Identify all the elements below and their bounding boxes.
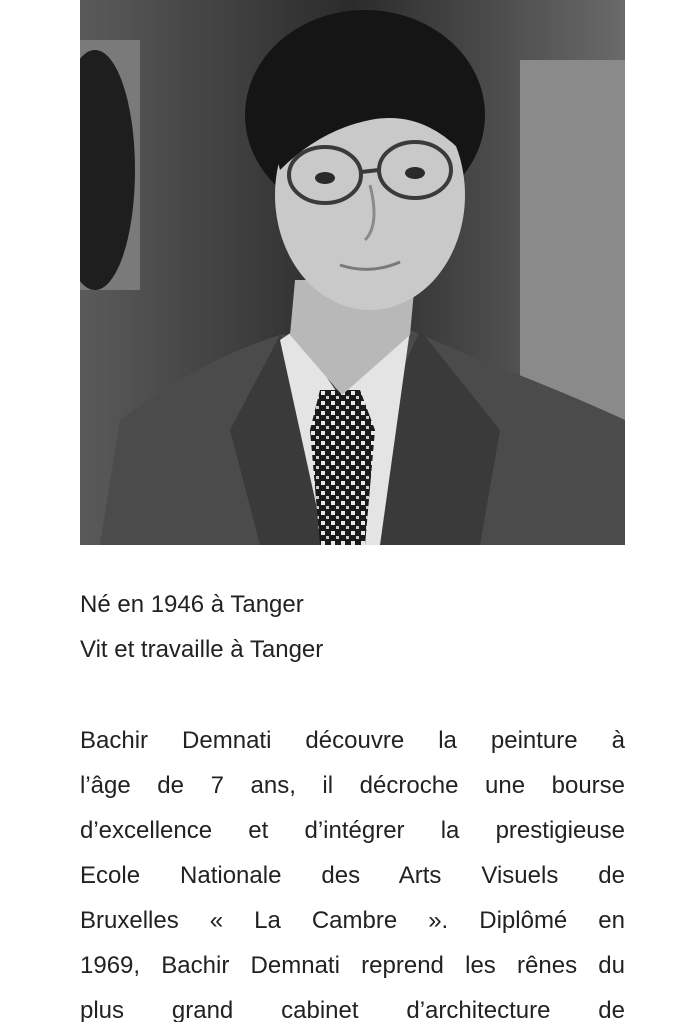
paragraph-line: l’âge de 7 ans, il décroche une bourse xyxy=(80,772,625,799)
portrait-image xyxy=(80,0,625,545)
residence-info: Vit et travaille à Tanger xyxy=(80,636,324,663)
biography-paragraph xyxy=(80,718,625,1022)
birth-info: Né en 1946 à Tanger xyxy=(80,591,304,618)
paragraph-line: Bachir Demnati découvre la peinture à xyxy=(80,727,625,754)
paragraph-line: Ecole Nationale des Arts Visuels de xyxy=(80,862,625,889)
paragraph-line: d’excellence et d’intégrer la prestigieuse xyxy=(80,817,625,844)
paragraph-line: 1969, Bachir Demnati reprend les rênes du xyxy=(80,952,625,979)
bio-info xyxy=(80,582,625,672)
portrait-photo xyxy=(80,0,625,545)
paragraph-line: plus grand cabinet d’architecture de xyxy=(80,997,625,1022)
paragraph-line: Bruxelles « La Cambre ». Diplômé en xyxy=(80,907,625,934)
